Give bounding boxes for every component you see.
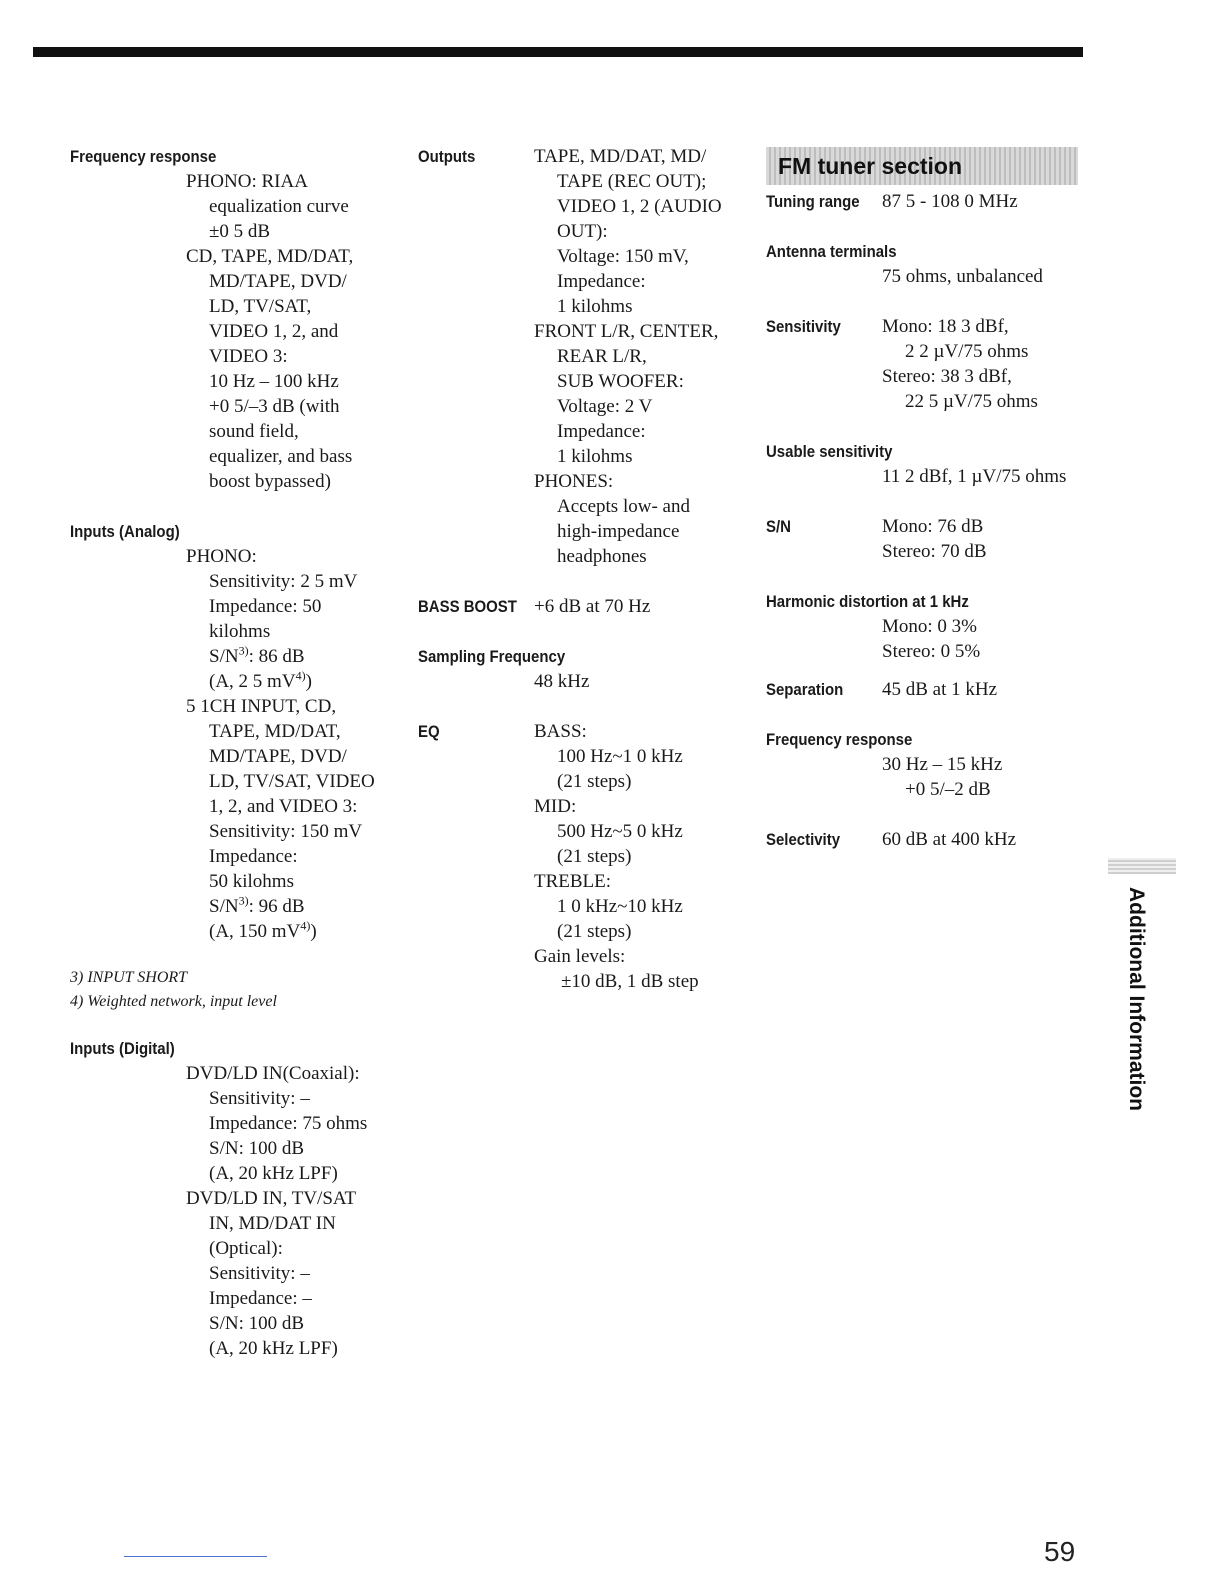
spec-line: (A, 20 kHz LPF) bbox=[209, 1338, 338, 1359]
eq-row bbox=[418, 719, 748, 744]
spec-line: kilohms bbox=[209, 621, 271, 642]
spec-line: TAPE (REC OUT); bbox=[557, 171, 707, 192]
label-separation: Separation bbox=[766, 680, 844, 699]
spec-line-sn: $S/N^{3)}$: 86 dB bbox=[209, 643, 305, 667]
spec-line: MD/TAPE, DVD/ bbox=[209, 271, 347, 292]
spec-line: BASS: bbox=[534, 721, 587, 742]
heading-frequency-response-fm: Frequency response bbox=[766, 730, 913, 749]
spec-line: OUT): bbox=[557, 221, 608, 242]
spec-line: Impedance: – bbox=[209, 1288, 312, 1309]
spec-line: Accepts low- and bbox=[557, 496, 690, 517]
spec-line: Mono: 18 3 dBf, bbox=[882, 316, 1009, 337]
spec-line-a: (A, 150 $mV^{4)}$) bbox=[209, 918, 317, 942]
heading-antenna-terminals: Antenna terminals bbox=[766, 242, 897, 261]
page-number: 59 bbox=[1044, 1536, 1076, 1567]
spec-line: 500 Hz~5 0 kHz bbox=[557, 821, 683, 842]
spec-line: 1 0 kHz~10 kHz bbox=[557, 896, 683, 917]
selectivity-row bbox=[766, 827, 1096, 852]
spec-line: 11 2 dBf, 1 µV/75 ohms bbox=[882, 466, 1067, 487]
spec-line: 22 5 µV/75 ohms bbox=[905, 391, 1038, 412]
spec-line: sound field, bbox=[209, 421, 299, 442]
spec-line: headphones bbox=[557, 546, 647, 567]
side-tab-label: Additional Information bbox=[1125, 887, 1148, 1111]
spec-line: DVD/LD IN, TV/SAT bbox=[186, 1188, 357, 1209]
spec-line: LD, TV/SAT, VIDEO bbox=[209, 771, 375, 792]
spec-line: MD/TAPE, DVD/ bbox=[209, 746, 347, 767]
spec-line: ±0 5 dB bbox=[209, 221, 271, 242]
spec-line: PHONO: bbox=[186, 546, 257, 567]
spec-line: 48 kHz bbox=[534, 671, 590, 692]
spec-line: (Optical): bbox=[209, 1238, 283, 1259]
spec-line: Impedance: bbox=[557, 271, 646, 292]
spec-line: Mono: 0 3% bbox=[882, 616, 977, 637]
spec-line: Impedance: 50 bbox=[209, 596, 322, 617]
footer-link-line bbox=[124, 1556, 267, 1557]
label-sn: S/N bbox=[766, 517, 791, 536]
spec-line: TREBLE: bbox=[534, 871, 612, 892]
heading-frequency-response: Frequency response bbox=[70, 147, 217, 166]
column-left bbox=[70, 144, 400, 1361]
spec-line: DVD/LD IN(Coaxial): bbox=[186, 1063, 360, 1084]
column-middle bbox=[418, 144, 748, 994]
spec-line: 5 1CH INPUT, CD, bbox=[186, 696, 337, 717]
spec-line: Sensitivity: 150 mV bbox=[209, 821, 363, 842]
spec-line: (21 steps) bbox=[557, 921, 632, 942]
spec-line: equalization curve bbox=[209, 196, 349, 217]
spec-line-sn: $S/N^{3)}$: 96 dB bbox=[209, 893, 305, 917]
spec-line: 60 dB at 400 kHz bbox=[882, 829, 1017, 850]
heading-harmonic-distortion: Harmonic distortion at 1 kHz bbox=[766, 592, 969, 611]
spec-line: 1, 2, and VIDEO 3: bbox=[209, 796, 358, 817]
spec-line: 75 ohms, unbalanced bbox=[882, 266, 1043, 287]
spec-line: Voltage: 150 mV, bbox=[557, 246, 689, 267]
spec-line: TAPE, MD/DAT, bbox=[209, 721, 341, 742]
side-tab-marker bbox=[1108, 858, 1176, 874]
spec-line: S/N: 100 dB bbox=[209, 1313, 305, 1334]
spec-line: PHONO: RIAA bbox=[186, 171, 308, 192]
tuning-range-row bbox=[766, 189, 1096, 214]
spec-line: ±10 dB, 1 dB step bbox=[561, 971, 699, 992]
spec-line: Mono: 76 dB bbox=[882, 516, 984, 537]
spec-line-a: (A, 2 5 $mV^{4)}$) bbox=[209, 668, 312, 692]
spec-line: Sensitivity: – bbox=[209, 1088, 310, 1109]
spec-line: +0 5/–3 dB (with bbox=[209, 396, 340, 417]
spec-line: 100 Hz~1 0 kHz bbox=[557, 746, 683, 767]
spec-line: 1 kilohms bbox=[557, 296, 633, 317]
spec-line: Gain levels: bbox=[534, 946, 626, 967]
spec-line: (21 steps) bbox=[557, 771, 632, 792]
spec-line: Impedance: bbox=[557, 421, 646, 442]
spec-line: high-impedance bbox=[557, 521, 680, 542]
column-right bbox=[766, 189, 1096, 852]
spec-line: +0 5/–2 dB bbox=[905, 779, 991, 800]
spec-line: PHONES: bbox=[534, 471, 614, 492]
spec-line: (A, 20 kHz LPF) bbox=[209, 1163, 338, 1184]
spec-line: TAPE, MD/DAT, MD/ bbox=[534, 146, 707, 167]
sensitivity-row bbox=[766, 314, 1096, 339]
spec-line: Sensitivity: – bbox=[209, 1263, 310, 1284]
spec-line: Stereo: 0 5% bbox=[882, 641, 981, 662]
footnote: 3) INPUT SHORT bbox=[70, 969, 188, 986]
heading-inputs-analog: Inputs (Analog) bbox=[70, 522, 180, 541]
spec-line: VIDEO 3: bbox=[209, 346, 288, 367]
spec-line: VIDEO 1, 2, and bbox=[209, 321, 339, 342]
spec-line: FRONT L/R, CENTER, bbox=[534, 321, 719, 342]
top-rule bbox=[33, 47, 1083, 57]
spec-line: SUB WOOFER: bbox=[557, 371, 684, 392]
spec-line: CD, TAPE, MD/DAT, bbox=[186, 246, 354, 267]
spec-line: S/N: 100 dB bbox=[209, 1138, 305, 1159]
spec-line: IN, MD/DAT IN bbox=[209, 1213, 336, 1234]
spec-line: LD, TV/SAT, bbox=[209, 296, 312, 317]
spec-line: VIDEO 1, 2 (AUDIO bbox=[557, 196, 722, 217]
spec-line: 45 dB at 1 kHz bbox=[882, 679, 998, 700]
bass-boost-row bbox=[418, 594, 748, 619]
sn-row bbox=[766, 514, 1096, 539]
label-tuning-range: Tuning range bbox=[766, 192, 860, 211]
heading-usable-sensitivity: Usable sensitivity bbox=[766, 442, 893, 461]
spec-line: +6 dB at 70 Hz bbox=[534, 596, 651, 617]
spec-line: 30 Hz – 15 kHz bbox=[882, 754, 1003, 775]
spec-line: Stereo: 38 3 dBf, bbox=[882, 366, 1012, 387]
spec-line: 2 2 µV/75 ohms bbox=[905, 341, 1029, 362]
spec-line: 10 Hz – 100 kHz bbox=[209, 371, 339, 392]
spec-line: Sensitivity: 2 5 mV bbox=[209, 571, 358, 592]
spec-line: Impedance: 75 ohms bbox=[209, 1113, 368, 1134]
label-sensitivity: Sensitivity bbox=[766, 317, 841, 336]
separation-row bbox=[766, 677, 1096, 702]
spec-line: equalizer, and bass bbox=[209, 446, 353, 467]
footnote: 4) Weighted network, input level bbox=[70, 993, 277, 1010]
outputs-row bbox=[418, 144, 748, 169]
spec-line: 1 kilohms bbox=[557, 446, 633, 467]
label-eq: EQ bbox=[418, 722, 440, 741]
spec-line: Voltage: 2 V bbox=[557, 396, 653, 417]
label-selectivity: Selectivity bbox=[766, 830, 841, 849]
spec-line: 87 5 - 108 0 MHz bbox=[882, 191, 1018, 212]
spec-line: REAR L/R, bbox=[557, 346, 647, 367]
spec-line: Stereo: 70 dB bbox=[882, 541, 987, 562]
spec-line: boost bypassed) bbox=[209, 471, 331, 492]
spec-line: Impedance: bbox=[209, 846, 298, 867]
heading-sampling-frequency: Sampling Frequency bbox=[418, 647, 566, 666]
spec-line: 50 kilohms bbox=[209, 871, 294, 892]
spec-line: (21 steps) bbox=[557, 846, 632, 867]
label-outputs: Outputs bbox=[418, 147, 476, 166]
fm-tuner-section-banner bbox=[766, 147, 1078, 185]
section-title: FM tuner section bbox=[778, 153, 963, 179]
spec-line: MID: bbox=[534, 796, 577, 817]
label-bass-boost: BASS BOOST bbox=[418, 597, 517, 616]
heading-inputs-digital: Inputs (Digital) bbox=[70, 1039, 175, 1058]
